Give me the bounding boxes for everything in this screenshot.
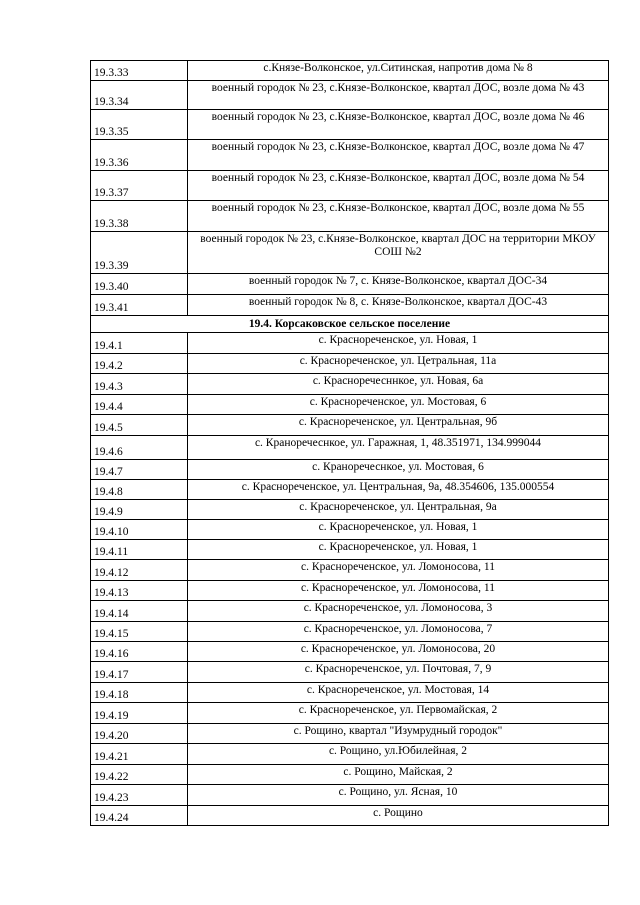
row-address: с. Краснореченское, ул. Новая, 1	[188, 540, 609, 560]
table-row	[91, 785, 609, 806]
row-number: 19.4.23	[91, 785, 188, 806]
row-address: с. Рощино, Майская, 2	[188, 765, 609, 785]
row-address: с. Краноречеснкое, ул. Мостовая, 6	[188, 460, 609, 480]
row-address: с. Краснореченское, ул. Первомайская, 2	[188, 703, 609, 724]
row-number: 19.4.21	[91, 744, 188, 765]
row-address: с. Краснореченское, ул. Центральная, 9б	[188, 415, 609, 436]
row-address: военный городок № 23, с.Князе-Волконское, квартал ДОС на территории МКОУ СОШ №2	[188, 232, 609, 274]
table-row	[91, 724, 609, 744]
row-number: 19.4.2	[91, 354, 188, 374]
row-number: 19.3.34	[91, 81, 188, 110]
row-address: с. Краснореченское, ул. Мостовая, 14	[188, 683, 609, 703]
row-number: 19.3.33	[91, 61, 188, 81]
row-number: 19.3.40	[91, 274, 188, 295]
row-number: 19.4.13	[91, 581, 188, 601]
table-row	[91, 765, 609, 785]
row-number: 19.4.18	[91, 683, 188, 703]
row-number: 19.4.8	[91, 480, 188, 500]
table-row	[91, 295, 609, 316]
row-address: с. Краснореченское, ул. Ломоносова, 7	[188, 622, 609, 642]
row-address: с. Краснореченское, ул. Ломоносова, 3	[188, 601, 609, 622]
row-address: военный городок № 8, с. Князе-Волконское, квартал ДОС-43	[188, 295, 609, 316]
row-address: с. Краснореченское, ул. Новая, 1	[188, 520, 609, 540]
table-row	[91, 642, 609, 662]
row-number: 19.4.15	[91, 622, 188, 642]
row-address: с. Краноречеснкое, ул. Гаражная, 1, 48.351971, 134.999044	[188, 436, 609, 460]
registry-table	[90, 60, 609, 826]
table-row	[91, 622, 609, 642]
row-address: с. Краснореченское, ул. Центральная, 9а, 48.354606, 135.000554	[188, 480, 609, 500]
row-number: 19.3.35	[91, 110, 188, 140]
table-row	[91, 274, 609, 295]
row-number: 19.4.11	[91, 540, 188, 560]
row-number: 19.4.22	[91, 765, 188, 785]
row-number: 19.4.20	[91, 724, 188, 744]
table-row	[91, 744, 609, 765]
table-row	[91, 81, 609, 110]
table-row	[91, 232, 609, 274]
row-address: военный городок № 7, с. Князе-Волконское, квартал ДОС-34	[188, 274, 609, 295]
row-number: 19.4.14	[91, 601, 188, 622]
row-address: с. Рощино, ул. Ясная, 10	[188, 785, 609, 806]
row-number: 19.4.3	[91, 374, 188, 395]
table-row	[91, 354, 609, 374]
row-address: военный городок № 23, с.Князе-Волконское, квартал ДОС, возле дома № 55	[188, 201, 609, 232]
row-number: 19.3.36	[91, 140, 188, 171]
row-address: с. Краснореченское, ул. Ломоносова, 20	[188, 642, 609, 662]
row-address: с. Краснореченское, ул. Ломоносова, 11	[188, 581, 609, 601]
row-address: с. Краснореченское, ул. Мостовая, 6	[188, 395, 609, 415]
row-address: с. Красноречесннкое, ул. Новая, 6а	[188, 374, 609, 395]
row-address: с. Краснореченское, ул. Новая, 1	[188, 333, 609, 354]
row-number: 19.4.12	[91, 560, 188, 581]
table-row	[91, 703, 609, 724]
row-number: 19.4.7	[91, 460, 188, 480]
row-number: 19.3.38	[91, 201, 188, 232]
row-address: с. Краснореченское, ул. Почтовая, 7, 9	[188, 662, 609, 683]
table-row	[91, 601, 609, 622]
table-row	[91, 581, 609, 601]
table-row	[91, 395, 609, 415]
row-number: 19.4.24	[91, 806, 188, 826]
table-row	[91, 520, 609, 540]
section-header-row	[91, 316, 609, 333]
row-address: с. Рощино	[188, 806, 609, 826]
row-number: 19.4.9	[91, 500, 188, 520]
row-address: военный городок № 23, с.Князе-Волконское, квартал ДОС, возле дома № 54	[188, 171, 609, 201]
row-number: 19.3.39	[91, 232, 188, 274]
table-row	[91, 374, 609, 395]
row-address: военный городок № 23, с.Князе-Волконское, квартал ДОС, возле дома № 46	[188, 110, 609, 140]
table-row	[91, 480, 609, 500]
table-row	[91, 333, 609, 354]
table-row	[91, 500, 609, 520]
row-number: 19.4.6	[91, 436, 188, 460]
row-address: с. Рощино, квартал "Изумрудный городок"	[188, 724, 609, 744]
table-row	[91, 171, 609, 201]
row-number: 19.3.37	[91, 171, 188, 201]
row-number: 19.4.17	[91, 662, 188, 683]
table-row	[91, 683, 609, 703]
section-title: 19.4. Корсаковское сельское поселение	[91, 316, 609, 333]
row-address: с.Князе-Волконское, ул.Ситинская, напротив дома № 8	[188, 61, 609, 81]
row-number: 19.4.1	[91, 333, 188, 354]
row-number: 19.4.16	[91, 642, 188, 662]
table-row	[91, 110, 609, 140]
table-row	[91, 460, 609, 480]
row-number: 19.4.10	[91, 520, 188, 540]
table-row	[91, 436, 609, 460]
table-row	[91, 61, 609, 81]
table-row	[91, 662, 609, 683]
row-address: с. Краснореченское, ул. Центральная, 9а	[188, 500, 609, 520]
table-row	[91, 415, 609, 436]
row-number: 19.4.5	[91, 415, 188, 436]
row-number: 19.4.19	[91, 703, 188, 724]
table-row	[91, 201, 609, 232]
row-address: с. Краснореченское, ул. Ломоносова, 11	[188, 560, 609, 581]
row-address: с. Рощино, ул.Юбилейная, 2	[188, 744, 609, 765]
registry-table-body	[91, 61, 609, 826]
row-address: военный городок № 23, с.Князе-Волконское, квартал ДОС, возле дома № 43	[188, 81, 609, 110]
row-address: военный городок № 23, с.Князе-Волконское, квартал ДОС, возле дома № 47	[188, 140, 609, 171]
table-row	[91, 806, 609, 826]
row-address: с. Краснореченское, ул. Цетральная, 11а	[188, 354, 609, 374]
table-row	[91, 540, 609, 560]
row-number: 19.3.41	[91, 295, 188, 316]
table-row	[91, 560, 609, 581]
row-number: 19.4.4	[91, 395, 188, 415]
table-row	[91, 140, 609, 171]
